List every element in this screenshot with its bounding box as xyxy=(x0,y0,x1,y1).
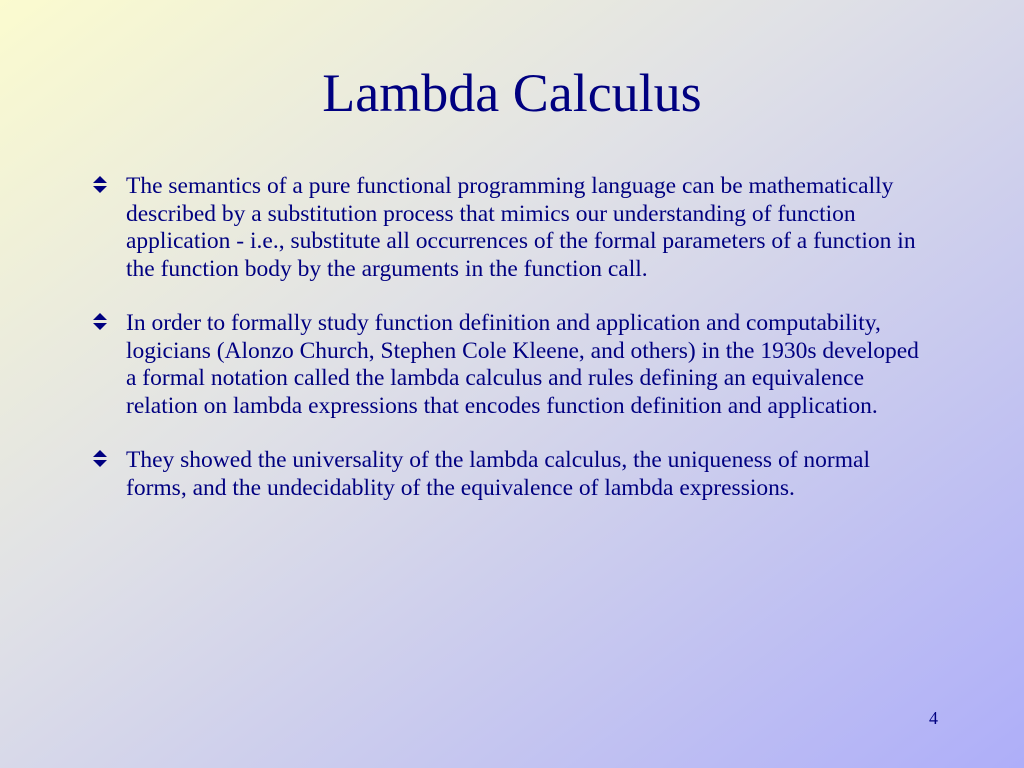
diamond-arrows-icon xyxy=(90,173,110,200)
diamond-arrows-icon xyxy=(90,447,110,474)
bullet-list xyxy=(90,173,920,529)
slide-number: 4 xyxy=(929,708,938,728)
bullet-text: They showed the universality of the lambda calculus, the uniqueness of normal forms, and the undecidablity of the equivalence of lambda expressions. xyxy=(126,447,870,501)
bullet-text: In order to formally study function definition and application and computability, logicians (Alonzo Church, Stephen Cole Kleene, and others) in the 1930s developed a formal notation called the lambda calculus and rules defining an equivalence relation on lambda expressions that encodes function definition and application. xyxy=(126,310,919,419)
bullet-text: The semantics of a pure functional programming language can be mathematically described by a substitution process that mimics our understanding of function application - i.e., substitute all occurrences of the formal parameters of a function in the function body by the arguments in the function call. xyxy=(126,173,916,282)
slide-title: Lambda Calculus xyxy=(322,63,702,123)
bullet-item xyxy=(90,310,920,420)
bullet-item xyxy=(90,447,920,502)
diamond-arrows-icon xyxy=(90,310,110,337)
bullet-item xyxy=(90,173,920,283)
